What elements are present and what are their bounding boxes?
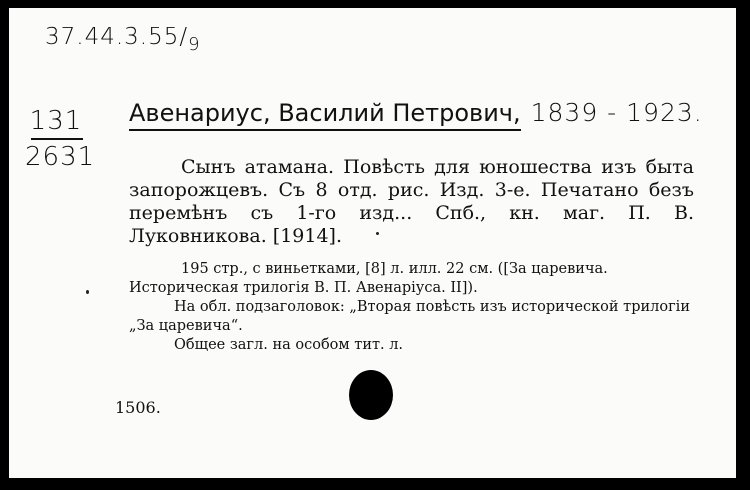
notes (129, 260, 694, 355)
general-title-note: Общее загл. на особом тит. л. (174, 337, 404, 353)
catalog-card (9, 8, 736, 478)
card-number: 1506. (115, 398, 161, 417)
ink-speck (86, 290, 89, 294)
call-number-main: 37.44.3.55/ (45, 24, 189, 50)
shelf-mark (25, 106, 96, 172)
collation-note: 195 стр., с виньетками, [8] л. илл. 22 см. ([За царевича. Историческая трилогiя В. П. Авенарiуса. II]). (129, 261, 608, 296)
shelf-mark-rule (31, 138, 83, 140)
punch-hole (349, 370, 393, 420)
author-dates: 1839 - 1923. (530, 98, 703, 127)
ink-speck (376, 232, 379, 235)
call-number (45, 24, 201, 55)
shelf-mark-top: 131 (29, 106, 83, 136)
title-description: Сынъ атамана. Повѣсть для юношества изъ быта запорожцевъ. Съ 8 отд. рис. Изд. 3-е. Печатано безъ перемѣнъ съ 1-го изд... Спб., кн. маг. П. В. Луковникова. [1914]. (129, 156, 694, 247)
shelf-mark-bottom: 2631 (25, 142, 96, 172)
author-heading (129, 98, 703, 127)
cover-subtitle-note: На обл. подзаголовок: „Вторая повѣсть изъ исторической трилогiи „За царевича“. (129, 299, 690, 334)
call-number-suffix: 9 (188, 34, 201, 55)
author-name: Авенариус, Василий Петрович, (129, 99, 521, 131)
